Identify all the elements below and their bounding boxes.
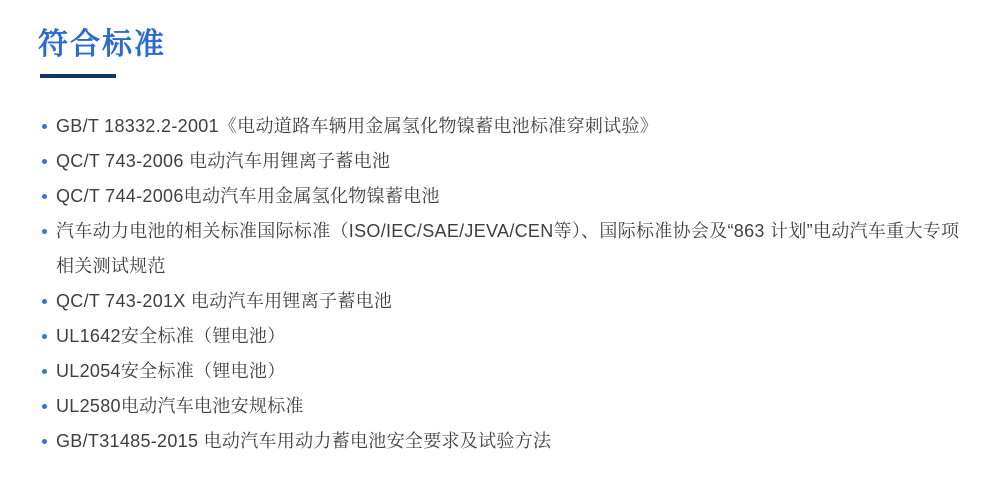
standard-text: GB/T31485-2015 电动汽车用动力蓄电池安全要求及试验方法 xyxy=(56,431,552,451)
bullet-dot-icon xyxy=(42,299,47,304)
standard-text: QC/T 743-201X 电动汽车用锂离子蓄电池 xyxy=(56,291,393,311)
bullet-dot-icon xyxy=(42,439,47,444)
standard-text: QC/T 743-2006 电动汽车用锂离子蓄电池 xyxy=(56,151,391,171)
list-item xyxy=(40,354,962,389)
list-item xyxy=(40,144,962,179)
list-item xyxy=(40,214,962,284)
list-item xyxy=(40,424,962,459)
bullet-dot-icon xyxy=(42,159,47,164)
title-underline xyxy=(40,74,116,78)
list-item xyxy=(40,284,962,319)
standard-text: GB/T 18332.2-2001《电动道路车辆用金属氢化物镍蓄电池标准穿刺试验》 xyxy=(56,116,659,136)
standard-text: UL2580电动汽车电池安规标准 xyxy=(56,396,304,416)
section-header xyxy=(38,28,1000,78)
list-item xyxy=(40,179,962,214)
standards-list xyxy=(40,109,1000,459)
standard-text: UL1642安全标准（锂电池） xyxy=(56,326,286,346)
bullet-dot-icon xyxy=(42,229,47,234)
page-title: 符合标准 xyxy=(38,28,166,61)
standard-text: QC/T 744-2006电动汽车用金属氢化物镍蓄电池 xyxy=(56,186,440,206)
bullet-dot-icon xyxy=(42,124,47,129)
bullet-dot-icon xyxy=(42,369,47,374)
bullet-dot-icon xyxy=(42,404,47,409)
list-item xyxy=(40,319,962,354)
standard-text: UL2054安全标准（锂电池） xyxy=(56,361,286,381)
bullet-dot-icon xyxy=(42,334,47,339)
standard-text: 汽车动力电池的相关标准国际标准（ISO/IEC/SAE/JEVA/CEN等）、国际标准协会及“863 计划”电动汽车重大专项相关测试规范 xyxy=(56,221,960,276)
list-item xyxy=(40,389,962,424)
list-item xyxy=(40,109,962,144)
bullet-dot-icon xyxy=(42,194,47,199)
